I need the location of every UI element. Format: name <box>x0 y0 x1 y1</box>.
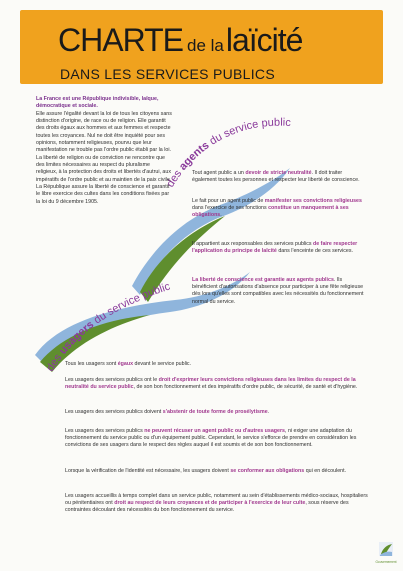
intro-body: Elle assure l'égalité devant la loi de tous les citoyens sans distinction d'origine, de race ou de religion. Elle garantit des droits égaux aux hommes et aux femmes et respecte toutes les croyances. Nul ne doit être inquiété pour ses opinions, notamment religieuses, pourvu que leur manifestation ne trouble pas l'ordre public établi par la loi. La liberté de religion ou de conviction ne rencontre que des limites nécessaires au respect du pluralisme religieux, à la protection des droits et libertés d'autrui, aux impératifs de l'ordre public et au maintien de la paix civile. La République assure la liberté de conscience et garantit le libre exercice des cultes dans les conditions fixées par la loi du 9 décembre 1905. <box>36 110 172 205</box>
usagers-paragraph-5: Lorsque la vérification de l'identité est nécessaire, les usagers doivent se conformer aux obligations qui en découlent. <box>65 468 347 474</box>
agents-label: des agents du service public <box>164 116 292 190</box>
intro-heading: La France est une République indivisible, laïque, démocratique et sociale. <box>36 96 159 110</box>
intro-text <box>36 96 172 206</box>
page-subtitle: DANS LES SERVICES PUBLICS <box>60 66 275 82</box>
agents-paragraph-2: Le fait pour un agent public de manifester ses convictions religieuses dans l'exercice de ses fonctions constitue un manquement à ses obligations. <box>192 198 362 219</box>
usagers-paragraph-1: Tous les usagers sont égaux devant le service public. <box>65 361 192 367</box>
marianne-logo-icon <box>375 540 397 566</box>
usagers-paragraph-3: Les usagers des services publics doivent s'abstenir de toute forme de prosélytisme. <box>65 409 270 415</box>
agents-paragraph-4: La liberté de conscience est garantie aux agents publics. Ils bénéficient d'autorisations d'absence pour participer à une fête religieuse dès lors qu'elles sont compatibles avec les nécessités du fonctionnement normal du service. <box>192 277 364 305</box>
title-main: CHARTE <box>58 22 183 58</box>
usagers-label: des usagers du service public <box>44 280 172 374</box>
title-connector: de la <box>186 36 224 55</box>
usagers-paragraph-4: Les usagers des services publics ne peuvent récuser un agent public ou d'autres usagers, ni exiger une adaptation du fonctionnement du service public ou d'un équipement public. Cependant, le service s'efforce de prendre en considération les convictions de ses usagers dans le respect des règles auquel il est soumis et de son bon fonctionnement. <box>65 428 357 449</box>
agents-paragraph-1: Tout agent public a un devoir de stricte neutralité. Il doit traiter également toutes les personnes et respecter leur liberté de conscience. <box>192 170 360 184</box>
usagers-paragraph-2: Les usagers des services publics ont le droit d'exprimer leurs convictions religieuses dans les limites du respect de la neutralité du service public, de son bon fonctionnement et des impératifs d'ordre public, de sécurité, de santé et d'hygiène. <box>65 377 358 391</box>
logo-caption: Gouvernement <box>375 560 397 564</box>
title-end: laïcité <box>225 22 303 58</box>
agents-paragraph-3: Il appartient aux responsables des services publics de faire respecter l'application du principe de laïcité dans l'enceinte de ces services. <box>192 241 358 255</box>
usagers-paragraph-6: Les usagers accueillis à temps complet dans un service public, notamment au sein d'établissements médico-sociaux, hospitaliers ou pénitentiaires ont droit au respect de leurs croyances et de participer à l'exercice de leur culte, sous réserve des contraintes découlant des nécessités du bon fonctionnement du service. <box>65 493 368 514</box>
